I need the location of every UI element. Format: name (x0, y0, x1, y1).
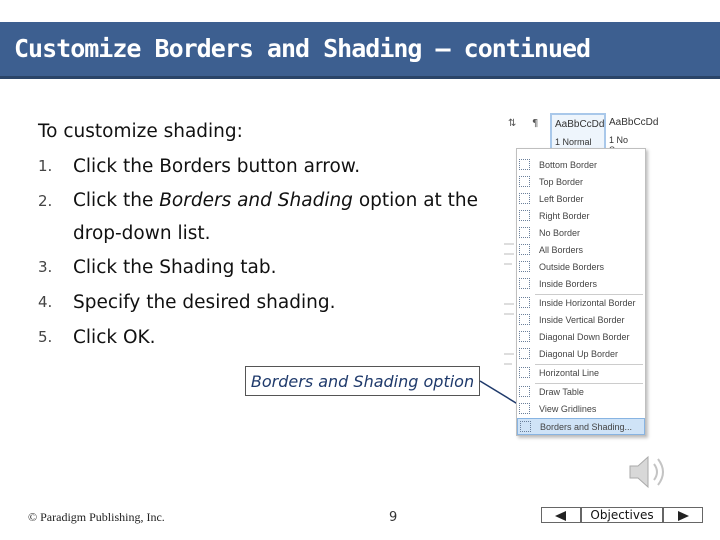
step-number: 5. (38, 328, 53, 346)
step-text: Click the Borders and Shading option at the drop-down list. (73, 190, 479, 244)
nav-back-icon (542, 509, 580, 523)
border-icon (519, 261, 530, 272)
step-emphasis: Borders and Shading (159, 190, 353, 211)
pilcrow-icon: ¶ (532, 118, 539, 129)
draw-table-icon (519, 386, 530, 397)
step-number: 4. (38, 293, 53, 311)
speaker-icon[interactable] (624, 448, 672, 496)
border-icon (519, 314, 530, 325)
menu-item-inside-vertical-border[interactable]: Inside Vertical Border (517, 312, 645, 329)
menu-item-inside-borders[interactable]: Inside Borders (517, 276, 645, 293)
step-text: Specify the desired shading. (73, 292, 336, 313)
border-icon (519, 331, 530, 342)
objectives-button[interactable]: Objectives (581, 507, 663, 523)
step-number: 3. (38, 258, 53, 276)
nav-forward-icon (664, 509, 702, 523)
step-number: 1. (38, 157, 53, 175)
menu-item-view-gridlines[interactable]: View Gridlines (517, 401, 645, 418)
border-icon (519, 159, 530, 170)
borders-dropdown (516, 148, 646, 436)
border-icon (519, 278, 530, 289)
menu-item-left-border[interactable]: Left Border (517, 191, 645, 208)
border-icon (519, 227, 530, 238)
border-icon (519, 193, 530, 204)
menu-item-diagonal-up-border[interactable]: Diagonal Up Border (517, 346, 645, 363)
slide-title: Customize Borders and Shading – continued (14, 34, 591, 63)
sort-icon: ⇅ (508, 118, 517, 129)
document-background (502, 154, 516, 384)
menu-item-draw-table[interactable]: Draw Table (517, 384, 645, 401)
style-no-spacing[interactable] (606, 113, 658, 151)
border-icon (519, 244, 530, 255)
menu-item-top-border[interactable]: Top Border (517, 174, 645, 191)
borders-and-shading-icon (520, 421, 531, 432)
style-preview: AaBbCcDd (609, 117, 659, 128)
gridlines-icon (519, 403, 530, 414)
menu-item-outside-borders[interactable]: Outside Borders (517, 259, 645, 276)
step-number: 2. (38, 192, 53, 210)
step-text: Click the Borders button arrow. (73, 156, 361, 177)
step-text: Click OK. (73, 327, 156, 348)
menu-item-right-border[interactable]: Right Border (517, 208, 645, 225)
step-text: Click the Shading tab. (73, 257, 277, 278)
nav-forward-button[interactable] (663, 507, 703, 523)
menu-item-diagonal-down-border[interactable]: Diagonal Down Border (517, 329, 645, 346)
page-number: 9 (389, 510, 398, 525)
borders-menu-screenshot (502, 108, 682, 438)
style-name: 1 Normal (555, 137, 592, 147)
menu-item-borders-and-shading[interactable]: Borders and Shading... (517, 418, 645, 435)
nav-back-button[interactable] (541, 507, 581, 523)
menu-item-no-border[interactable]: No Border (517, 225, 645, 242)
copyright-notice: © Paradigm Publishing, Inc. (28, 510, 165, 524)
border-icon (519, 297, 530, 308)
menu-item-inside-horizontal-border[interactable]: Inside Horizontal Border (517, 295, 645, 312)
menu-item-horizontal-line[interactable]: Horizontal Line (517, 365, 645, 382)
style-preview: AaBbCcDd (555, 119, 605, 130)
border-icon (519, 176, 530, 187)
menu-item-bottom-border[interactable]: Bottom Border (517, 157, 645, 174)
steps-heading: To customize shading: (38, 121, 243, 142)
style-name: 1 No (609, 135, 629, 145)
menu-item-all-borders[interactable]: All Borders (517, 242, 645, 259)
border-icon (519, 348, 530, 359)
callout-label: Borders and Shading option (245, 366, 480, 396)
horizontal-line-icon (519, 367, 530, 378)
border-icon (519, 210, 530, 221)
